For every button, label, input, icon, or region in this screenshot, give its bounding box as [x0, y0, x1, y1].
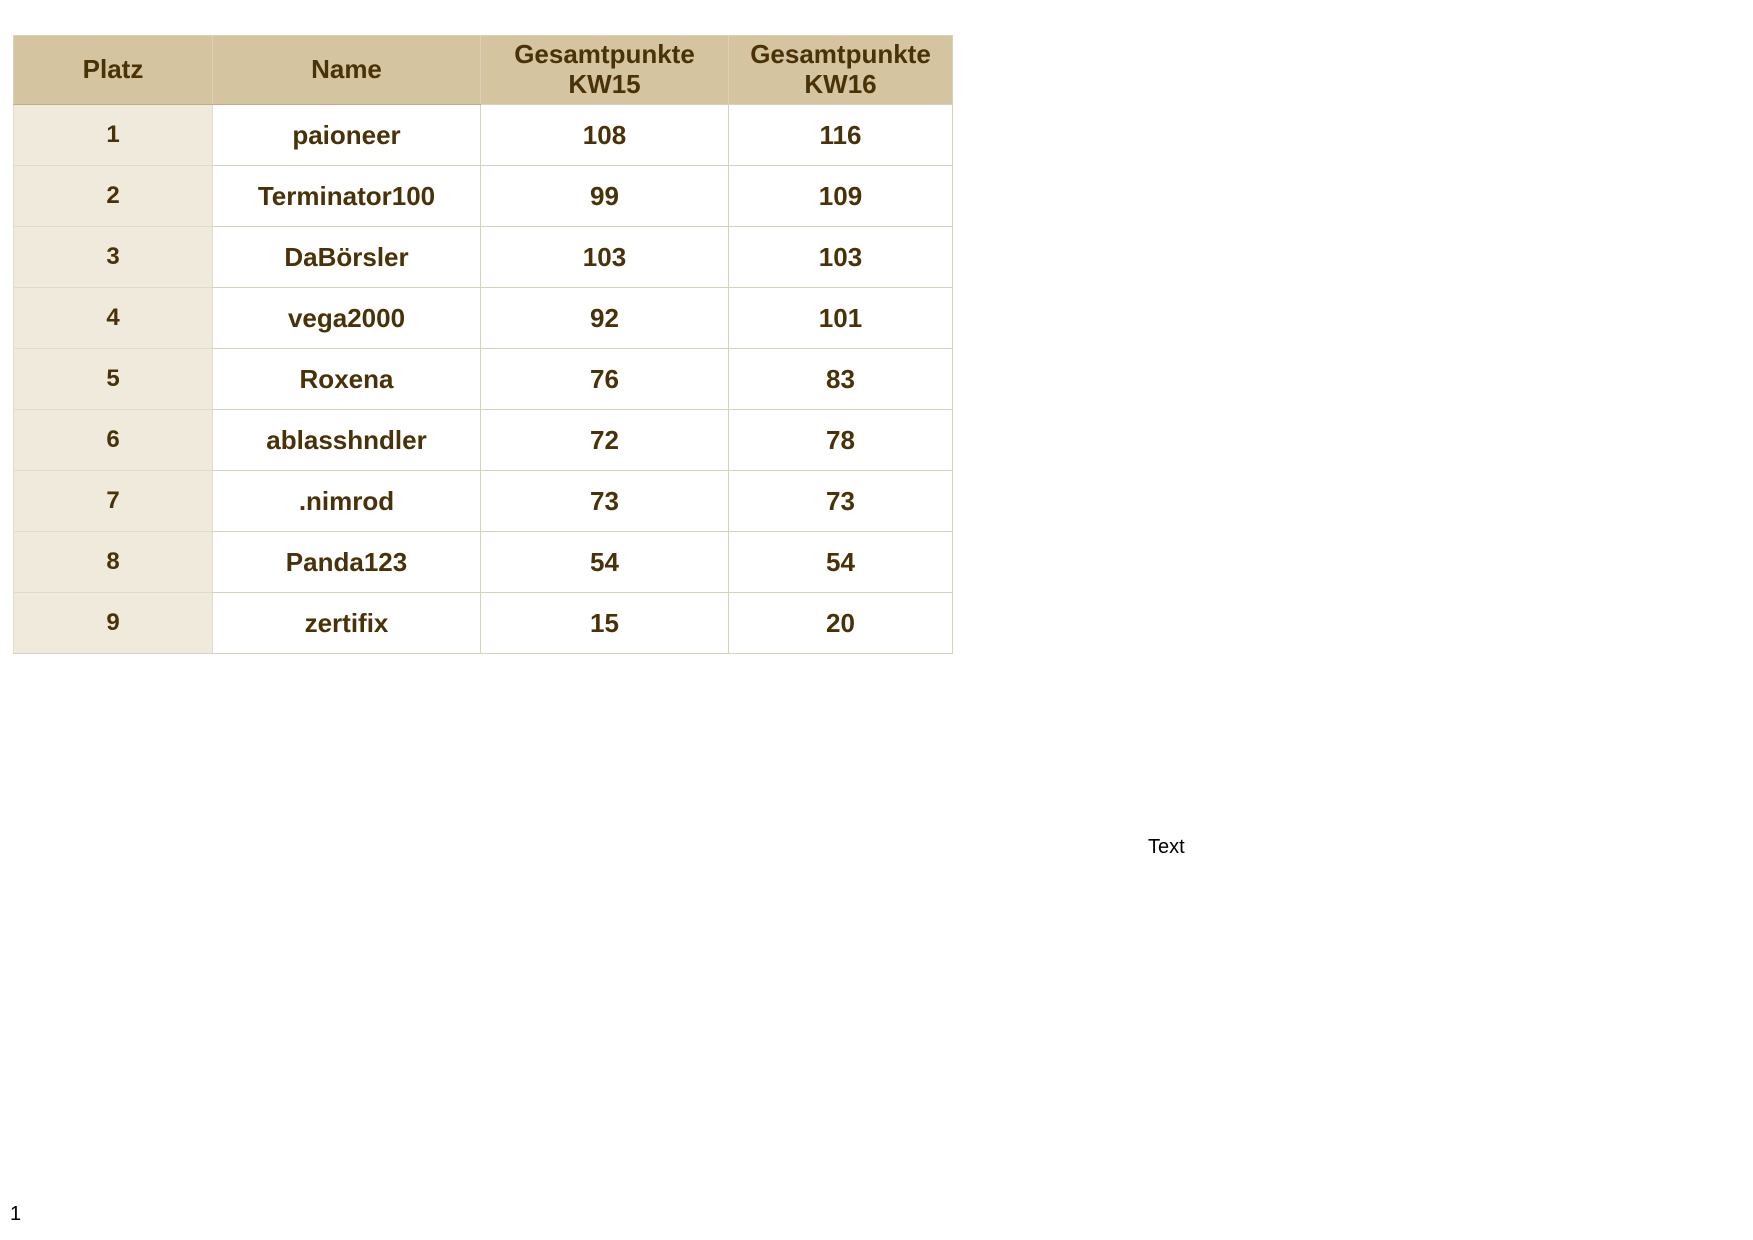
cell-rank: 3: [14, 227, 213, 288]
cell-name: vega2000: [213, 288, 481, 349]
cell-kw16: 20: [729, 593, 953, 654]
cell-kw15: 108: [481, 105, 729, 166]
cell-kw15: 54: [481, 532, 729, 593]
cell-kw15: 72: [481, 410, 729, 471]
cell-kw16: 73: [729, 471, 953, 532]
cell-kw16: 109: [729, 166, 953, 227]
cell-name: .nimrod: [213, 471, 481, 532]
table-row: [14, 410, 953, 471]
page-number: 1: [10, 1203, 22, 1225]
cell-rank: 8: [14, 532, 213, 593]
table-row: [14, 227, 953, 288]
cell-rank: 1: [14, 105, 213, 166]
cell-kw15: 76: [481, 349, 729, 410]
cell-rank: 7: [14, 471, 213, 532]
column-header-name: Name: [213, 36, 481, 105]
scoreboard-table: [13, 35, 953, 654]
column-header-platz: Platz: [14, 36, 213, 105]
cell-kw16: 83: [729, 349, 953, 410]
table-row: [14, 349, 953, 410]
table-row: [14, 105, 953, 166]
cell-name: ablasshndler: [213, 410, 481, 471]
cell-name: zertifix: [213, 593, 481, 654]
floating-text-label: Text: [1148, 836, 1185, 858]
cell-kw15: 73: [481, 471, 729, 532]
cell-rank: 2: [14, 166, 213, 227]
cell-rank: 9: [14, 593, 213, 654]
cell-kw15: 15: [481, 593, 729, 654]
cell-kw16: 78: [729, 410, 953, 471]
table-row: [14, 471, 953, 532]
table-header-row: [14, 36, 953, 105]
table-header: [14, 36, 953, 105]
table-body: [14, 105, 953, 654]
scoreboard-table-container: [13, 35, 953, 654]
table-row: [14, 288, 953, 349]
cell-kw16: 101: [729, 288, 953, 349]
table-row: [14, 593, 953, 654]
table-row: [14, 166, 953, 227]
cell-kw15: 99: [481, 166, 729, 227]
cell-kw15: 92: [481, 288, 729, 349]
cell-name: Terminator100: [213, 166, 481, 227]
column-header-gesamtpunkte-kw16: Gesamtpunkte KW16: [729, 36, 953, 105]
cell-kw16: 103: [729, 227, 953, 288]
cell-kw15: 103: [481, 227, 729, 288]
cell-rank: 5: [14, 349, 213, 410]
cell-name: Roxena: [213, 349, 481, 410]
cell-kw16: 54: [729, 532, 953, 593]
cell-name: paioneer: [213, 105, 481, 166]
cell-name: DaBörsler: [213, 227, 481, 288]
table-row: [14, 532, 953, 593]
cell-rank: 6: [14, 410, 213, 471]
cell-rank: 4: [14, 288, 213, 349]
cell-kw16: 116: [729, 105, 953, 166]
column-header-gesamtpunkte-kw15: Gesamtpunkte KW15: [481, 36, 729, 105]
cell-name: Panda123: [213, 532, 481, 593]
